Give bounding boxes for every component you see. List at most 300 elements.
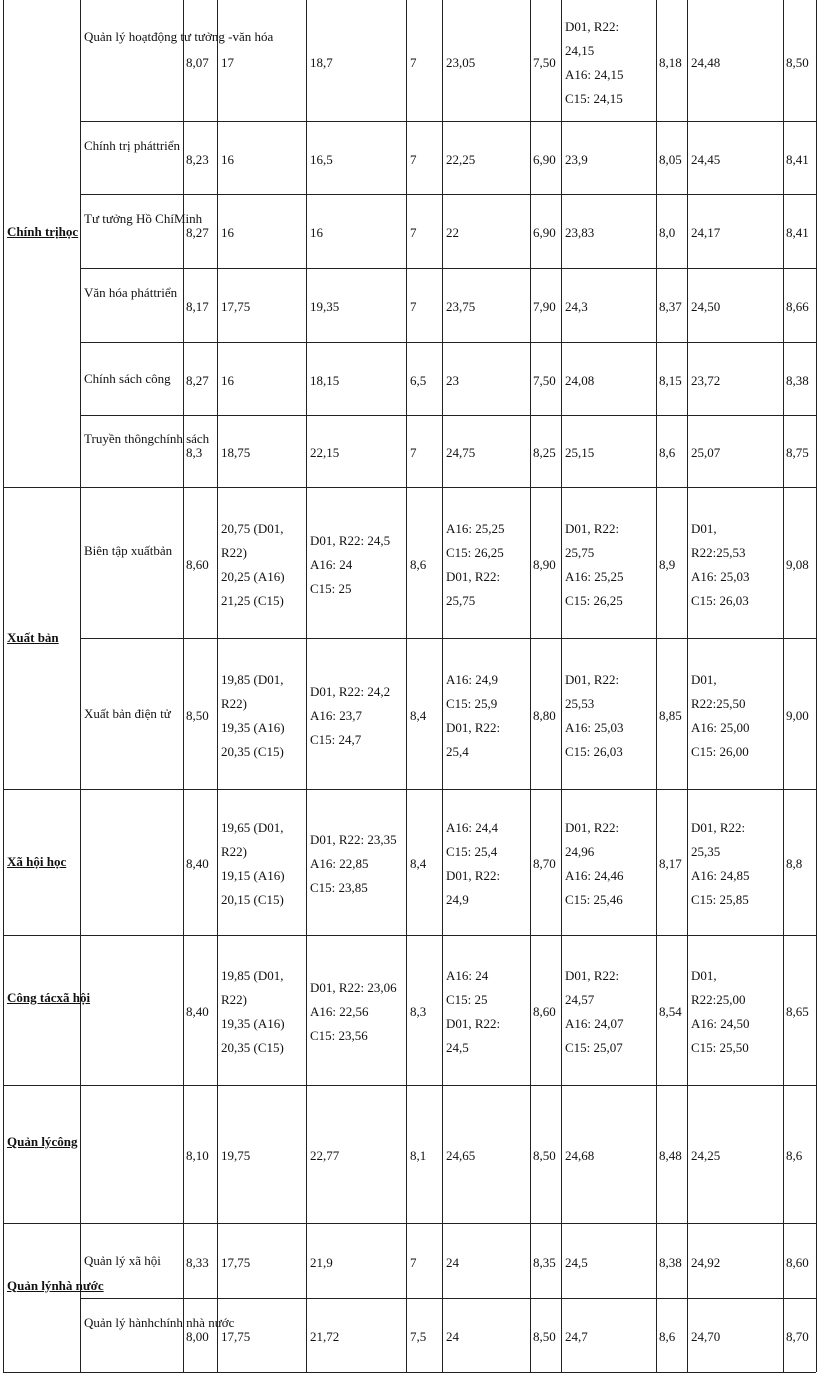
cell-line: D01,: [691, 968, 717, 983]
major-name: [84, 539, 172, 563]
score-cell: [691, 1325, 720, 1349]
cell-line: 21,25 (C15): [221, 592, 284, 608]
table-column-border: [183, 0, 184, 1372]
score-cell: [565, 517, 624, 613]
cell-line: C15: 23,56: [310, 1028, 368, 1043]
major-name: [84, 702, 171, 726]
cell-line: Xuất bản: [7, 630, 59, 645]
score-cell: [533, 295, 556, 319]
cell-line: Xã hội học: [7, 854, 67, 869]
score-cell: [410, 1251, 417, 1275]
score-cell: [691, 148, 720, 172]
table-column-border: [80, 0, 81, 1372]
score-cell: [446, 964, 500, 1060]
section-label: [7, 1130, 77, 1154]
table-column-border: [3, 0, 4, 1372]
table-row-border: [80, 194, 816, 195]
cell-line: D01, R22:: [446, 568, 501, 584]
score-cell: [221, 51, 234, 75]
score-cell: [786, 441, 809, 465]
cell-line: 24,92: [691, 1254, 721, 1270]
score-cell: [659, 369, 682, 393]
cell-line: 8,65: [786, 1004, 809, 1019]
cell-line: C15: 25,9: [446, 695, 498, 711]
table-row-border: [3, 1372, 816, 1373]
score-cell: [786, 221, 809, 245]
table-column-border: [656, 0, 657, 1372]
cell-line: D01, R22:: [565, 520, 620, 536]
cell-line: A16: 25,00: [691, 719, 750, 735]
cell-line: 6,90: [533, 151, 556, 167]
cell-line: D01,: [691, 520, 717, 536]
score-cell: [533, 1325, 556, 1349]
cell-line: 24,5: [446, 1040, 469, 1055]
score-cell: [446, 221, 459, 245]
cell-line: Minh: [173, 211, 203, 226]
cell-line: 8,18: [659, 54, 682, 70]
score-cell: [446, 1251, 459, 1275]
cell-line: R22:25,00: [691, 992, 746, 1007]
cell-line: C15: 26,03: [565, 743, 623, 759]
cell-line: A16: 25,03: [691, 568, 750, 584]
score-cell: [533, 441, 556, 465]
cell-line: 7,50: [533, 54, 556, 70]
score-cell: [221, 517, 285, 613]
cell-line: 8,38: [786, 372, 809, 388]
cell-line: D01, R22:: [691, 820, 746, 835]
cell-line: 18,15: [310, 372, 340, 388]
cell-line: 19,35: [310, 299, 340, 314]
score-cell: [310, 1144, 339, 1168]
score-cell: [565, 816, 624, 912]
cell-line: A16: 24,4: [446, 820, 498, 835]
cell-line: Truyền thông: [84, 431, 154, 446]
cell-line: A16: 24,85: [691, 868, 750, 883]
cell-line: 8,90: [533, 556, 556, 572]
cell-line: 8,50: [786, 54, 809, 70]
cell-line: A16: 25,03: [565, 719, 624, 735]
score-cell: [446, 517, 505, 613]
cell-line: 8,8: [786, 856, 803, 871]
score-cell: [533, 852, 556, 876]
cell-line: 8,38: [659, 1254, 682, 1270]
score-cell: [186, 852, 209, 876]
cell-line: D01, R22: 24,5: [310, 532, 391, 548]
score-cell: [221, 369, 234, 393]
score-cell: [691, 441, 720, 465]
cell-line: D01, R22:: [446, 719, 501, 735]
table-row-border: [3, 935, 816, 936]
score-cell: [186, 1325, 209, 1349]
cell-line: 7: [410, 151, 417, 167]
cell-line: A16: 25,25: [446, 520, 505, 536]
cell-line: triển: [156, 137, 181, 153]
cell-line: A16: 25,25: [565, 568, 624, 584]
cell-line: 21,9: [310, 1254, 333, 1270]
cell-line: 17: [221, 54, 234, 70]
score-cell: [186, 553, 209, 577]
score-cell: [659, 221, 675, 245]
cell-line: 6,5: [410, 372, 427, 388]
cell-line: nhà nước: [51, 1277, 104, 1293]
major-name: [84, 25, 273, 49]
cell-line: C15: 24,15: [565, 90, 623, 106]
cell-line: 22,25: [446, 151, 476, 167]
score-cell: [691, 221, 720, 245]
cell-line: học: [58, 223, 79, 239]
cell-line: bản: [153, 542, 173, 558]
cell-line: Chính trị: [7, 223, 59, 239]
cell-line: công: [51, 1134, 78, 1149]
table-row-border: [80, 638, 816, 639]
cell-line: 8,80: [533, 707, 556, 723]
cell-line: 24,70: [691, 1329, 721, 1344]
cell-line: 21,72: [310, 1329, 340, 1344]
cell-line: D01, R22:: [565, 18, 620, 34]
score-cell: [410, 295, 417, 319]
score-cell: [565, 1325, 588, 1349]
cell-line: 8,27: [186, 225, 209, 240]
table-row-border: [3, 1223, 816, 1224]
cell-line: R22): [221, 544, 247, 560]
score-cell: [446, 1325, 459, 1349]
score-cell: [659, 1251, 682, 1275]
table-row-border: [3, 487, 816, 488]
cell-line: Chính trị phát: [84, 137, 157, 153]
cell-line: C15: 25,46: [565, 892, 623, 907]
score-cell: [221, 221, 234, 245]
cell-line: 20,25 (A16): [221, 568, 285, 584]
cell-line: 23,75: [446, 299, 476, 314]
score-cell: [786, 1000, 809, 1024]
score-cell: [691, 964, 750, 1060]
score-cell: [410, 1000, 426, 1024]
cell-line: C15: 24,7: [310, 731, 362, 747]
score-cell: [410, 51, 417, 75]
section-label: [7, 626, 59, 650]
cell-line: 7: [410, 225, 417, 240]
score-cell: [221, 1325, 250, 1349]
cell-line: 20,35 (C15): [221, 743, 284, 759]
cell-line: 7: [410, 1254, 417, 1270]
cell-line: R22:25,53: [691, 544, 746, 560]
cell-line: 8,4: [410, 707, 427, 723]
cell-line: 24,15: [565, 42, 595, 58]
score-cell: [186, 369, 209, 393]
score-cell: [221, 148, 234, 172]
cell-line: 9,08: [786, 556, 809, 572]
cell-line: 19,35 (A16): [221, 719, 285, 735]
cell-line: 8,85: [659, 707, 682, 723]
cell-line: D01, R22:: [565, 671, 620, 687]
cell-line: 16: [221, 151, 234, 167]
cell-line: 6,90: [533, 225, 556, 240]
table-row-border: [80, 415, 816, 416]
cell-line: R22): [221, 844, 247, 859]
score-cell: [186, 148, 209, 172]
cell-line: 24,65: [446, 1148, 476, 1163]
cell-line: 9,00: [786, 707, 809, 723]
cell-line: D01, R22: 23,06: [310, 980, 397, 995]
section-label: [7, 986, 90, 1010]
cell-line: C15: 25,85: [691, 892, 749, 907]
cell-line: 22: [446, 225, 459, 240]
cell-line: 24,50: [691, 299, 721, 314]
cell-line: 16: [221, 225, 234, 240]
cell-line: 16,5: [310, 151, 333, 167]
score-cell: [786, 852, 802, 876]
cell-line: 7: [410, 299, 417, 314]
score-cell: [410, 441, 417, 465]
score-cell: [446, 668, 500, 764]
cell-line: C15: 25: [310, 580, 352, 596]
cell-line: R22): [221, 695, 247, 711]
score-cell: [186, 704, 209, 728]
score-cell: [691, 51, 720, 75]
score-cell: [659, 852, 682, 876]
cell-line: 19,75: [221, 1148, 251, 1163]
score-cell: [786, 295, 809, 319]
cell-line: 8,15: [659, 372, 682, 388]
cell-line: 25,53: [565, 695, 595, 711]
score-cell: [310, 369, 339, 393]
major-name: [84, 367, 171, 391]
cell-line: C15: 25,50: [691, 1040, 749, 1055]
cell-line: 24,5: [565, 1254, 588, 1270]
score-cell: [533, 1000, 556, 1024]
table-row-border: [80, 121, 816, 122]
score-cell: [533, 704, 556, 728]
cell-line: C15: 26,25: [565, 592, 623, 608]
table-column-border: [217, 0, 218, 1372]
score-cell: [186, 295, 209, 319]
score-cell: [410, 369, 426, 393]
major-name: [84, 207, 202, 231]
cell-line: chính nhà nước: [154, 1315, 235, 1330]
score-cell: [691, 517, 750, 613]
cell-line: 25,4: [446, 743, 469, 759]
cell-line: 8,27: [186, 372, 209, 388]
score-cell: [310, 680, 390, 752]
cell-line: A16: 24,15: [565, 66, 624, 82]
cell-line: 8,54: [659, 1004, 682, 1019]
score-cell: [310, 1325, 339, 1349]
score-cell: [691, 816, 750, 912]
cell-line: 19,85 (D01,: [221, 968, 284, 983]
score-cell: [186, 441, 202, 465]
cell-line: 25,75: [446, 592, 476, 608]
score-cell: [186, 1000, 209, 1024]
major-name: [84, 281, 177, 305]
cell-line: 20,75 (D01,: [221, 520, 284, 536]
score-cell: [221, 1251, 250, 1275]
table-row-border: [3, 789, 816, 790]
cell-line: 7,5: [410, 1329, 427, 1344]
cell-line: 19,65 (D01,: [221, 820, 284, 835]
score-cell: [410, 852, 426, 876]
cell-line: 19,15 (A16): [221, 868, 285, 883]
score-cell: [221, 668, 285, 764]
cell-line: 18,7: [310, 54, 333, 70]
cell-line: D01, R22:: [446, 1016, 501, 1031]
score-cell: [659, 51, 682, 75]
cell-line: A16: 24: [310, 556, 353, 572]
cell-line: Xuất bản điện tử: [84, 705, 171, 721]
cell-line: 23,9: [565, 151, 588, 167]
score-cell: [410, 704, 426, 728]
score-cell: [659, 704, 682, 728]
cell-line: 18,75: [221, 445, 251, 460]
cell-line: 8,35: [533, 1254, 556, 1270]
cell-line: C15: 25: [446, 992, 488, 1007]
score-cell: [691, 1251, 720, 1275]
cell-line: xã hội: [56, 990, 91, 1005]
score-cell: [310, 1251, 333, 1275]
cell-line: 20,15 (C15): [221, 892, 284, 907]
table-column-border: [442, 0, 443, 1372]
score-cell: [533, 553, 556, 577]
cell-line: 8,60: [186, 556, 209, 572]
cell-line: 8,40: [186, 1004, 209, 1019]
table-row-border: [3, 1085, 816, 1086]
cell-line: 8,17: [659, 856, 682, 871]
score-cell: [410, 1325, 426, 1349]
cell-line: 8,3: [186, 445, 203, 460]
cell-line: 8,40: [186, 856, 209, 871]
cell-line: 8,0: [659, 225, 676, 240]
cell-line: D01,: [691, 671, 717, 687]
score-cell: [410, 553, 426, 577]
cell-line: 8,6: [659, 1329, 676, 1344]
cell-line: 17,75: [221, 1254, 251, 1270]
cell-line: 8,05: [659, 151, 682, 167]
cell-line: A16: 23,7: [310, 707, 362, 723]
table-column-border: [561, 0, 562, 1372]
table-column-border: [816, 0, 817, 1372]
table-row-border: [80, 1298, 816, 1299]
score-cell: [565, 1251, 588, 1275]
cell-line: động tư tưởng -: [151, 28, 233, 44]
score-cell: [786, 553, 809, 577]
score-cell: [565, 148, 588, 172]
score-cell: [310, 221, 323, 245]
section-label: [7, 850, 66, 874]
score-cell: [533, 369, 556, 393]
score-cell: [186, 51, 209, 75]
cell-line: 8,07: [186, 54, 209, 70]
cell-line: 24,08: [565, 372, 595, 388]
section-label: [7, 220, 78, 244]
cell-line: A16: 24,50: [691, 1016, 750, 1031]
score-cell: [786, 704, 809, 728]
cell-line: A16: 22,56: [310, 1004, 369, 1019]
cell-line: 7: [410, 54, 417, 70]
cell-line: 8,41: [786, 225, 809, 240]
score-cell: [533, 51, 556, 75]
cell-line: Quản lý: [7, 1277, 52, 1293]
cell-line: 17,75: [221, 1329, 251, 1344]
cell-line: C15: 26,25: [446, 544, 504, 560]
cell-line: 8,75: [786, 445, 809, 460]
cell-line: 8,9: [659, 556, 676, 572]
score-cell: [565, 1144, 594, 1168]
cell-line: C15: 23,85: [310, 880, 368, 895]
score-cell: [659, 1000, 682, 1024]
cell-line: 8,17: [186, 299, 209, 314]
score-cell: [691, 295, 720, 319]
table-column-border: [687, 0, 688, 1372]
cell-line: 8,60: [533, 1004, 556, 1019]
score-cell: [533, 1251, 556, 1275]
score-cell: [786, 369, 809, 393]
cell-line: văn hóa: [232, 28, 274, 44]
cell-line: 7: [410, 445, 417, 460]
score-cell: [310, 828, 397, 900]
score-cell: [659, 295, 682, 319]
cell-line: C15: 26,00: [691, 743, 749, 759]
cell-line: 23,83: [565, 225, 595, 240]
cell-line: 24,7: [565, 1329, 588, 1344]
cell-line: 25,35: [691, 844, 721, 859]
score-cell: [786, 1325, 809, 1349]
section-label: [7, 1274, 104, 1298]
cell-line: 20,35 (C15): [221, 1040, 284, 1055]
cell-line: 8,41: [786, 151, 809, 167]
cell-line: A16: 24,46: [565, 868, 624, 883]
score-cell: [691, 369, 720, 393]
cell-line: 8,70: [533, 856, 556, 871]
score-cell: [565, 441, 594, 465]
score-cell: [310, 148, 333, 172]
cell-line: 8,00: [186, 1329, 209, 1344]
score-cell: [565, 15, 624, 111]
score-cell: [410, 1144, 426, 1168]
cell-line: 25,75: [565, 544, 595, 560]
score-cell: [786, 148, 809, 172]
cell-line: 24,75: [446, 445, 476, 460]
cell-line: C15: 25,4: [446, 844, 498, 859]
cell-line: D01, R22: 23,35: [310, 832, 397, 847]
cell-line: 16: [310, 225, 323, 240]
cell-line: 24: [446, 1329, 459, 1344]
cell-line: A16: 24,9: [446, 671, 498, 687]
score-cell: [221, 816, 285, 912]
cell-line: C15: 26,03: [691, 592, 749, 608]
cell-line: R22:25,50: [691, 695, 746, 711]
score-cell: [410, 221, 417, 245]
cell-line: 8,48: [659, 1148, 682, 1163]
score-cell: [533, 221, 556, 245]
cell-line: 22,77: [310, 1148, 340, 1163]
cell-line: 24,3: [565, 299, 588, 314]
cell-line: 24,68: [565, 1148, 595, 1163]
cell-line: 8,50: [533, 1329, 556, 1344]
cell-line: 8,25: [533, 445, 556, 460]
score-cell: [565, 369, 594, 393]
cell-line: 17,75: [221, 299, 251, 314]
table-row-border: [80, 268, 816, 269]
score-cell: [659, 1144, 682, 1168]
cell-line: Văn hóa phát: [84, 285, 154, 300]
cell-line: C15: 25,07: [565, 1040, 623, 1055]
score-cell: [533, 1144, 556, 1168]
score-cell: [446, 51, 475, 75]
cell-line: Biên tập xuất: [84, 542, 154, 558]
cell-line: 23,72: [691, 372, 721, 388]
cell-line: 8,37: [659, 299, 682, 314]
cell-line: 8,4: [410, 856, 427, 871]
cell-line: 24,48: [691, 54, 721, 70]
